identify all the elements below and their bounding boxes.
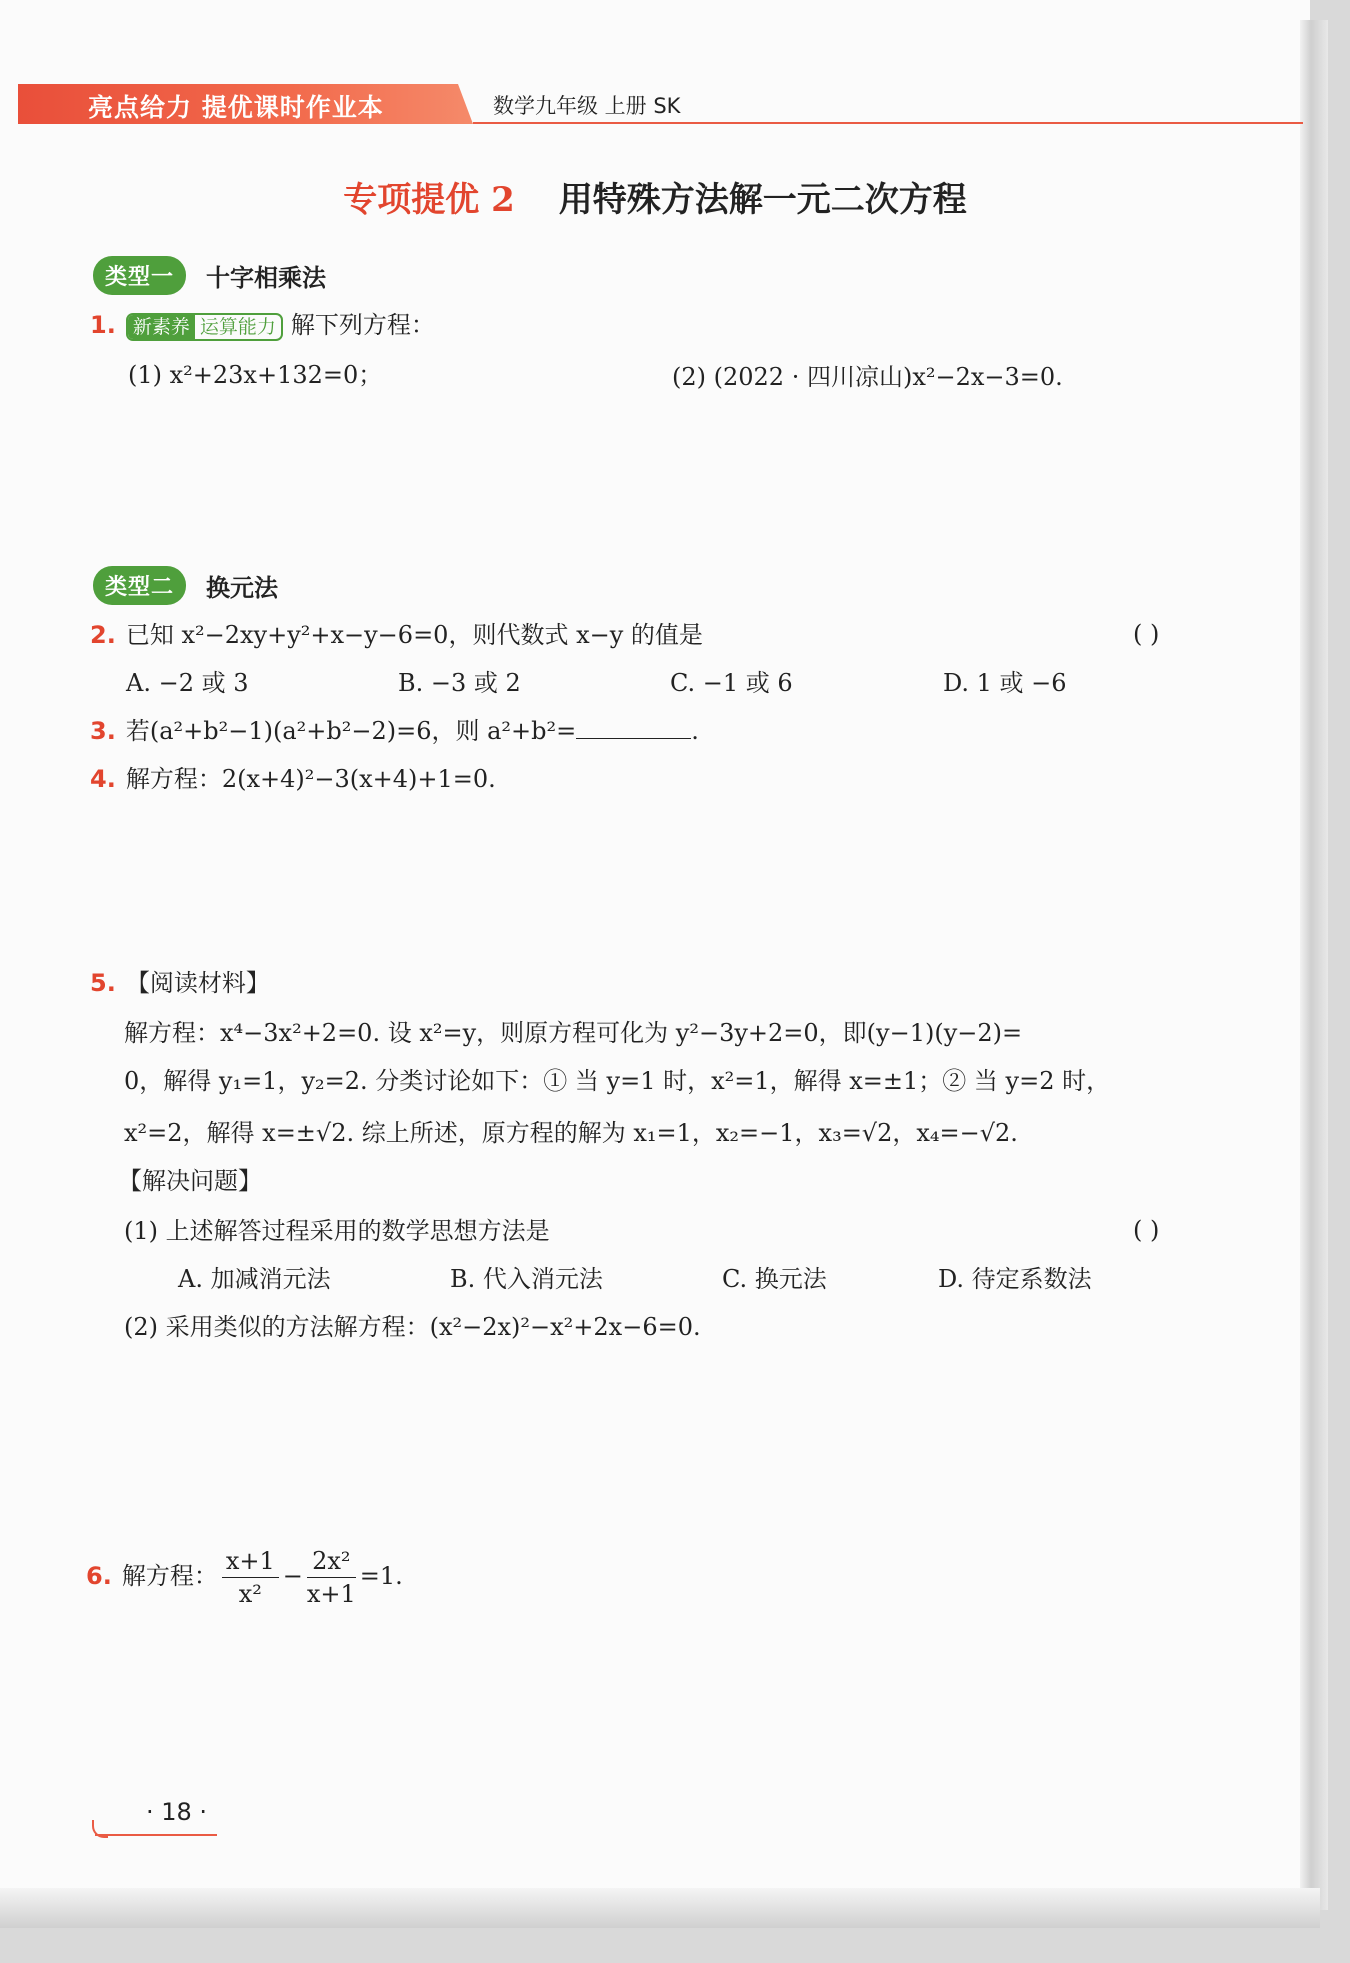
type-badge: 类型二 [93, 566, 186, 605]
type-name: 换元法 [206, 574, 279, 602]
q5-part-2: (2) 采用类似的方法解方程：(x²−2x)²−x²+2x−6=0. [124, 1313, 701, 1341]
footer-rule [95, 1834, 217, 1836]
question-1 [90, 310, 435, 341]
fraction-1 [222, 1545, 279, 1610]
tag-primary: 新素养 [128, 315, 195, 339]
section-type-1 [93, 256, 326, 294]
type-name: 十字相乘法 [206, 264, 327, 292]
solve-label: 【解决问题】 [118, 1167, 262, 1195]
choice-c: C. 换元法 [722, 1265, 827, 1293]
title-main: 用特殊方法解一元二次方程 [558, 180, 967, 220]
answer-parentheses: ( ) [1133, 620, 1160, 648]
minus-sign: − [282, 1562, 303, 1590]
answer-blank[interactable] [576, 716, 691, 739]
choice-a: A. 加减消元法 [178, 1265, 331, 1293]
numerator: x+1 [222, 1545, 279, 1578]
choice-b: B. 代入消元法 [450, 1265, 603, 1293]
question-number: 6. [86, 1562, 112, 1590]
title-prefix: 专项提优 2 [343, 180, 515, 220]
question-4 [90, 764, 496, 794]
choice-b: B. −3 或 2 [398, 669, 521, 697]
page-bottom-shadow [0, 1888, 1320, 1928]
question-stem: 若(a²+b²−1)(a²+b²−2)=6，则 a²+b²= [125, 717, 577, 745]
question-stem: 解下列方程： [290, 311, 435, 339]
choice-d: D. 1 或 −6 [943, 669, 1067, 697]
question-2 [90, 620, 703, 650]
page-edge-shadow [1300, 20, 1328, 1910]
header-subject: 数学九年级 上册 SK [493, 94, 681, 118]
question-number: 1. [90, 311, 116, 339]
literacy-tag [126, 313, 283, 341]
header-rule [473, 122, 1303, 124]
question-3 [90, 716, 699, 746]
question-stem: 解方程：2(x+4)²−3(x+4)+1=0. [125, 765, 496, 793]
question-5 [90, 968, 270, 998]
page-title [0, 172, 1310, 221]
reading-label: 【阅读材料】 [125, 969, 270, 997]
choice-d: D. 待定系数法 [938, 1265, 1092, 1293]
reading-line-3: x²=2，解得 x=±√2. 综上所述，原方程的解为 x₁=1，x₂=−1，x₃=√2，x₄=−√2. [124, 1119, 1018, 1147]
question-stem: 已知 x²−2xy+y²+x−y−6=0，则代数式 x−y 的值是 [125, 621, 703, 649]
fraction-2 [307, 1545, 356, 1610]
denominator: x+1 [306, 1580, 356, 1608]
tag-secondary: 运算能力 [199, 315, 276, 338]
header-brand: 亮点给力 提优课时作业本 [88, 93, 384, 122]
equation-rhs: =1. [359, 1562, 403, 1590]
header [18, 84, 1303, 124]
section-type-2 [93, 566, 278, 604]
choice-a: A. −2 或 3 [126, 669, 249, 697]
q1-part-2: (2) (2022 · 四川凉山)x²−2x−3=0. [672, 363, 1063, 391]
question-number: 3. [90, 717, 116, 745]
question-number: 4. [90, 765, 116, 793]
answer-parentheses: ( ) [1133, 1216, 1160, 1244]
question-number: 2. [90, 621, 116, 649]
reading-line-2: 0，解得 y₁=1，y₂=2. 分类讨论如下：① 当 y=1 时，x²=1，解得 x=±1；② 当 y=2 时， [124, 1067, 1111, 1095]
type-badge: 类型一 [93, 256, 186, 295]
choice-c: C. −1 或 6 [670, 669, 793, 697]
q1-part-1: (1) x²+23x+132=0； [128, 361, 383, 389]
denominator: x² [238, 1580, 262, 1608]
numerator: 2x² [307, 1545, 356, 1578]
period: . [691, 717, 699, 745]
question-stem: 解方程： [121, 1562, 218, 1590]
question-6 [86, 1545, 403, 1610]
reading-line-1: 解方程：x⁴−3x²+2=0. 设 x²=y，则原方程可化为 y²−3y+2=0，即(y−1)(y−2)= [124, 1019, 1023, 1047]
page-number: · 18 · [146, 1798, 208, 1826]
question-number: 5. [90, 969, 116, 997]
q5-part-1: (1) 上述解答过程采用的数学思想方法是 [124, 1217, 550, 1245]
